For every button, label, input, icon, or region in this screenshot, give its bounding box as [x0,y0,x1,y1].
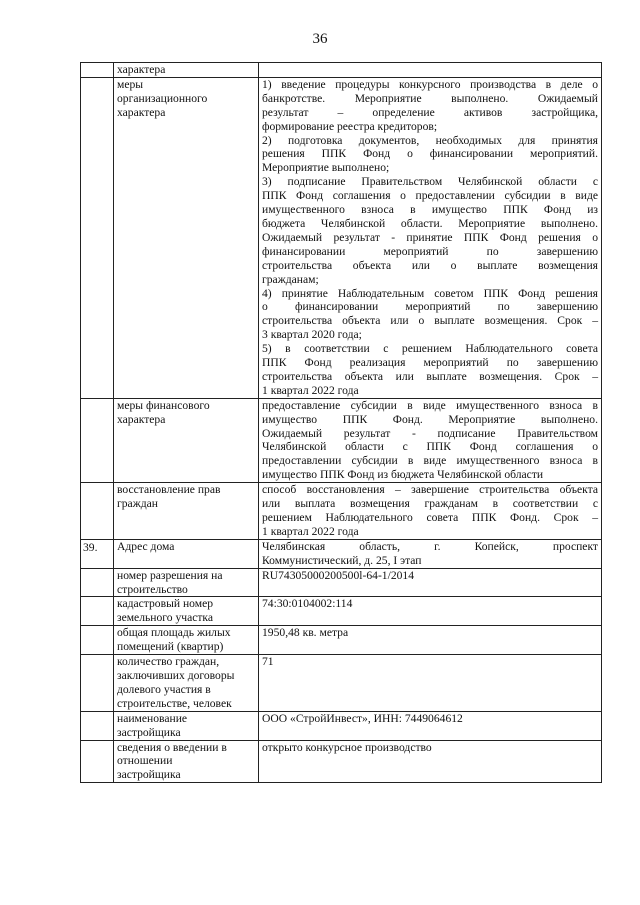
value-line: имущество ППК Фонд из бюджета Челябинской области [262,468,544,482]
value-line: открыто конкурсное производство [262,740,432,754]
field-value [259,539,602,568]
value-line: Челябинской области с ППК Фонд соглашения о [262,440,598,454]
table-body [81,63,602,783]
value-line: строительства объекта или выплате возмещения. Срок – [262,369,598,383]
label-line: Адрес дома [117,539,175,553]
document-table [80,62,602,783]
value-line: Коммунистический, д. 25, I этап [262,553,422,567]
label-line: сведения о введении в [117,740,227,754]
label-line: наименование [117,711,188,725]
label-line: восстановление прав [117,483,221,497]
row-number [81,740,114,783]
row-number: 39. [81,539,114,568]
label-line: характера [117,105,166,119]
label-line: помещений (квартир) [117,640,224,654]
field-value [259,63,602,78]
table-row [81,568,602,597]
value-line: 3 квартал 2020 года; [262,328,362,342]
value-line: RU74305000200500l-64-1/2014 [262,568,415,582]
row-number [81,77,114,398]
label-line: строительство [117,582,188,596]
value-line: 1950,48 кв. метра [262,626,349,640]
label-line: кадастровый номер [117,597,214,611]
label-line: характера [117,412,166,426]
field-label [114,740,259,783]
field-value [259,483,602,540]
value-line: формирование реестра кредиторов; [262,119,438,133]
label-line: меры финансового [117,398,210,412]
value-line: 2) подготовка документов, необходимых для принятия [262,133,598,147]
value-line: решения ППК Фонд о финансировании мероприятий. [262,147,598,161]
value-line: о финансировании мероприятий по завершению [262,300,598,314]
field-value [259,626,602,655]
table-row [81,63,602,78]
field-value [259,568,602,597]
row-number [81,711,114,740]
table-row [81,740,602,783]
table-row [81,711,602,740]
value-line: строительства объекта или о выплате возмещения. Срок – [262,314,598,328]
label-line: земельного участка [117,611,214,625]
label-line: граждан [117,497,158,511]
value-line: бюджета Челябинской области. Мероприятие выполнено. [262,216,598,230]
value-line: результат – определение активов застройщика, [262,105,598,119]
field-value [259,740,602,783]
value-line: 5) в соответствии с решением Наблюдательного совета [262,342,598,356]
table-row [81,597,602,626]
value-line: Ожидаемый результат - подписание Правительством [262,426,598,440]
label-line: застройщика [117,768,181,782]
value-line: имущество ППК Фонд. Мероприятие выполнено. [262,412,598,426]
label-line: отношении [117,754,173,768]
value-line: банкротстве. Мероприятие выполнено. Ожидаемый [262,91,598,105]
value-line: ППК Фонд реализация мероприятий по завершению [262,356,598,370]
label-line: долевого участия в [117,682,211,696]
value-line: предоставление субсидии в виде имущественного взноса в [262,398,598,412]
value-line: предоставлении субсидии в виде имущественного взноса в [262,454,598,468]
table-row [81,626,602,655]
field-value [259,398,602,482]
row-number [81,568,114,597]
page-number: 36 [312,31,328,47]
value-line: 1 квартал 2022 года [262,383,359,397]
value-line: способ восстановления – завершение строительства объекта [262,483,598,497]
field-label [114,626,259,655]
field-value [259,597,602,626]
table-row [81,655,602,712]
field-label [114,77,259,398]
table-row [81,483,602,540]
value-line: ООО «СтройИнвест», ИНН: 7449064612 [262,711,463,725]
value-line: Мероприятие выполнено; [262,161,390,175]
row-number [81,63,114,78]
label-line: организационного [117,91,208,105]
field-label [114,539,259,568]
value-line: 3) подписание Правительством Челябинской области с [262,175,598,189]
field-label [114,655,259,712]
row-number [81,597,114,626]
label-line: номер разрешения на [117,568,223,582]
value-line: 74:30:0104002:114 [262,597,353,611]
value-line: 1) введение процедуры конкурсного производства в деле о [262,77,598,91]
value-line: Ожидаемый результат - принятие ППК Фонд решения о [262,230,598,244]
field-label [114,568,259,597]
label-line: общая площадь жилых [117,626,231,640]
value-line: решением Наблюдательного совета ППК Фонд. Срок – [262,511,598,524]
value-line: 71 [262,655,274,669]
value-line: 1 квартал 2022 года [262,524,359,538]
label-line: характера [117,63,166,76]
row-number [81,655,114,712]
value-line: или выплата возмещения гражданам в соответствии с [262,497,598,511]
table-row [81,77,602,398]
field-value [259,655,602,712]
label-line: застройщика [117,725,181,739]
row-number [81,398,114,482]
field-label [114,711,259,740]
field-value [259,711,602,740]
field-value [259,77,602,398]
value-line: финансировании мероприятий по завершению [262,244,598,258]
field-label [114,63,259,78]
row-number [81,483,114,540]
field-label [114,483,259,540]
value-line: Челябинская область, г. Копейск, проспект [262,539,598,553]
label-line: количество граждан, [117,655,220,669]
label-line: строительстве, человек [117,696,232,710]
field-label [114,597,259,626]
row-number [81,626,114,655]
label-line: заключивших договоры [117,668,235,682]
value-line: гражданам; [262,272,319,286]
field-label [114,398,259,482]
value-line: 4) принятие Наблюдательным советом ППК Фонд решения [262,286,598,300]
value-line: имущественного взноса в имущество ППК Фонд из [262,203,598,217]
value-line: строительства объекта или о выплате возмещения [262,258,598,272]
table-row [81,539,602,568]
table-row [81,398,602,482]
value-line: ППК Фонд соглашения о предоставлении субсидии в виде [262,189,598,203]
label-line: меры [117,77,144,91]
